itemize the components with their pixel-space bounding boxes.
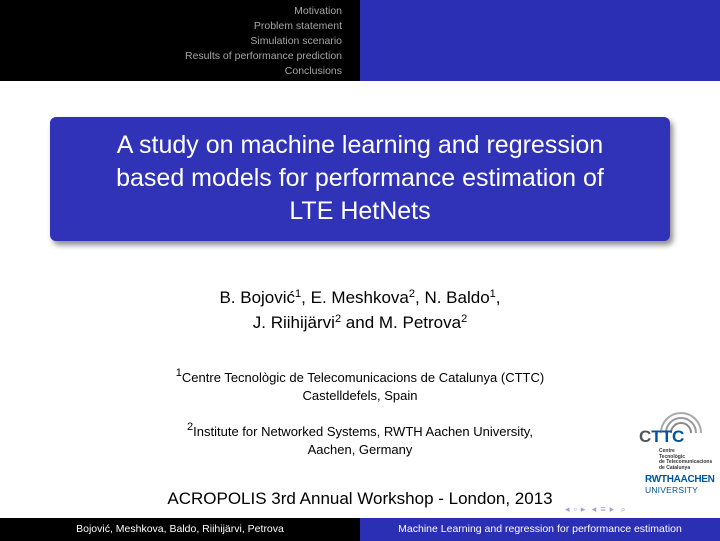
nav-frame-icon[interactable]: ▫ (573, 504, 577, 514)
section-navigation (42, 4, 342, 79)
cttc-logo (637, 405, 717, 473)
author-separator: , (495, 288, 501, 307)
affiliation-1 (0, 369, 720, 405)
nav-next-subsection-icon[interactable]: ▸ (609, 504, 615, 514)
beamer-navigation (565, 503, 715, 515)
author-meshkova: , E. Meshkova (301, 288, 409, 307)
affiliation-2-name: Institute for Networked Systems, RWTH Aachen University, (193, 424, 533, 439)
title-line-3: LTE HetNets (289, 197, 431, 225)
footer-bar (0, 518, 720, 541)
cttc-subtitle (659, 449, 712, 471)
nav-subsection-icon[interactable]: ≡ (600, 504, 606, 514)
affiliation-1-name: Centre Tecnològic de Telecomunicacions de Catalunya (CTTC) (181, 370, 545, 385)
nav-search-icon[interactable]: ⌕ (620, 504, 626, 514)
affiliation-2 (0, 423, 720, 459)
nav-item-simulation-scenario[interactable]: Simulation scenario (250, 35, 342, 47)
author-sup: 2 (334, 313, 342, 325)
author-petrova: and M. Petrova (341, 313, 462, 332)
footer-authors: Bojović, Meshkova, Baldo, Riihijärvi, Petrova (0, 518, 360, 541)
author-baldo: , N. Baldo (415, 288, 490, 307)
footer-title: Machine Learning and regression for performance estimation (360, 518, 720, 541)
affiliation-1-location: Castelldefels, Spain (302, 388, 418, 403)
presentation-title (70, 129, 650, 228)
affiliation-2-location: Aachen, Germany (307, 442, 413, 457)
affiliation-sup: 2 (187, 421, 194, 433)
author-bojovic: B. Bojović (219, 288, 296, 307)
cttc-sub-line: de Telecomunicacions (659, 459, 713, 465)
headline-left-panel (0, 0, 360, 81)
authors-line-1 (0, 285, 720, 310)
event-name: ACROPOLIS 3rd Annual Workshop - London, 2013 (167, 489, 553, 508)
cttc-c: C (639, 427, 652, 446)
nav-item-motivation[interactable]: Motivation (294, 5, 342, 17)
nav-next-frame-icon[interactable]: ▸ (580, 504, 586, 514)
rwth-university: UNIVERSITY (645, 485, 699, 495)
cttc-sub-line: Tecnològic (659, 453, 686, 460)
authors-block (0, 285, 720, 335)
cttc-ttc: TTC (651, 427, 685, 446)
rwth-logo (645, 474, 715, 498)
nav-item-conclusions[interactable]: Conclusions (284, 65, 342, 77)
affiliation-sup: 1 (175, 367, 182, 379)
cttc-wordmark (639, 427, 684, 447)
author-riihijarvi: J. Riihijärvi (252, 313, 335, 332)
author-sup: 2 (408, 288, 416, 300)
cttc-sub-line: de Catalunya (659, 464, 691, 471)
title-box (50, 117, 670, 241)
title-line-1: A study on machine learning and regression (116, 131, 604, 159)
nav-prev-frame-icon[interactable]: ◂ (565, 504, 570, 514)
author-sup: 2 (461, 313, 468, 325)
nav-item-results[interactable]: Results of performance prediction (185, 50, 342, 62)
nav-prev-subsection-icon[interactable]: ◂ (591, 504, 597, 514)
nav-item-problem-statement[interactable]: Problem statement (253, 20, 342, 32)
authors-line-2 (0, 310, 720, 335)
author-sup: 1 (489, 288, 496, 300)
rwth-wordmark: RWTHAACHEN (645, 474, 715, 485)
headline-right-panel (360, 0, 720, 81)
author-sup: 1 (295, 288, 302, 300)
headline-bar (0, 0, 720, 81)
title-line-2: based models for performance estimation of (116, 164, 604, 192)
cttc-sub-line: Centre (659, 448, 675, 454)
